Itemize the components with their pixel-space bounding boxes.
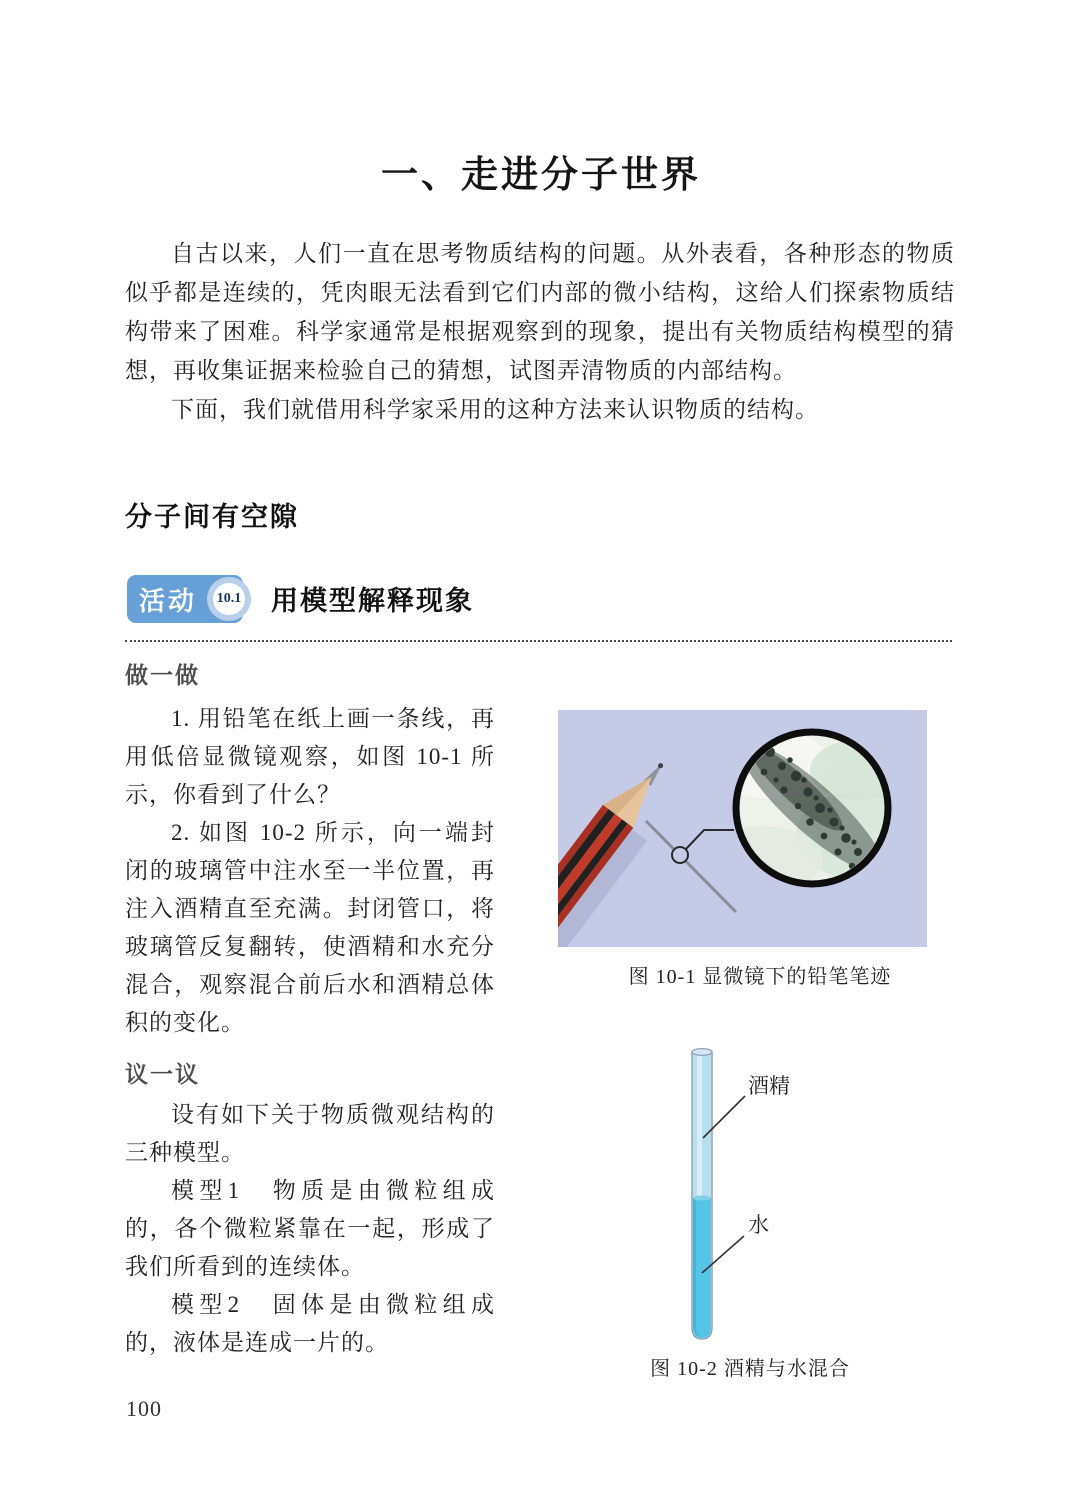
- section-heading: 分子间有空隙: [125, 502, 299, 532]
- page-number: 100: [126, 1396, 162, 1421]
- pencil-photo-graphic: [558, 710, 927, 947]
- tube-rim: [692, 1049, 712, 1056]
- glass-tube-icon: [692, 1049, 712, 1339]
- figure-pencil-photo: [558, 710, 927, 947]
- selection-circle: [672, 847, 688, 863]
- discuss-heading: 议一议: [125, 1061, 200, 1087]
- discuss-paragraph: 设有如下关于物质微观结构的三种模型。: [125, 1102, 495, 1165]
- page-title: 一、走进分子世界: [381, 155, 701, 196]
- tube-graphic: [640, 1040, 920, 1350]
- alcohol-label: 酒精: [748, 1074, 790, 1098]
- water-label: 水: [748, 1213, 769, 1237]
- figure2-caption: 图 10-2 酒精与水混合: [650, 1358, 850, 1380]
- do-heading: 做一做: [125, 662, 200, 688]
- do-item-1: 1. 用铅笔在纸上画一条线，再用低倍显微镜观察，如图 10-1 所示，你看到了什么？: [125, 706, 495, 807]
- do-instructions: [125, 700, 495, 1042]
- dotted-divider: [125, 640, 952, 642]
- figure1-caption: 图 10-1 显微镜下的铅笔笔迹: [628, 966, 892, 988]
- activity-number-ring: [207, 577, 251, 621]
- model-1-text: 模型1 物质是由微粒组成的，各个微粒紧靠在一起，形成了我们所看到的连续体。: [125, 1178, 495, 1279]
- model-2-text: 模型2 固体是由微粒组成的，液体是连成一片的。: [125, 1292, 495, 1355]
- activity-title: 用模型解释现象: [271, 586, 474, 616]
- discuss-text: [125, 1096, 495, 1362]
- intro-text: [125, 234, 955, 429]
- intro-paragraph-1: 自古以来，人们一直在思考物质结构的问题。从外表看，各种形态的物质似乎都是连续的，凭肉眼无法看到它们内部的微小结构，这给人们探索物质结构带来了困难。科学家通常是根据观察到的现象，提出有关物质结构模型的猜想，再收集证据来检验自己的猜想，试图弄清物质的内部结构。: [125, 241, 955, 383]
- intro-paragraph-2: 下面，我们就借用科学家采用的这种方法来认识物质的结构。: [171, 397, 819, 422]
- figure-tube-diagram: [640, 1040, 920, 1350]
- do-item-2: 2. 如图 10-2 所示，向一端封闭的玻璃管中注水至一半位置，再注入酒精直至充满。封闭管口，将玻璃管反复翻转，使酒精和水充分混合，观察混合前后水和酒精总体积的变化。: [125, 820, 495, 1035]
- activity-number: 10.1: [213, 583, 245, 615]
- activity-badge: 活动: [127, 575, 243, 623]
